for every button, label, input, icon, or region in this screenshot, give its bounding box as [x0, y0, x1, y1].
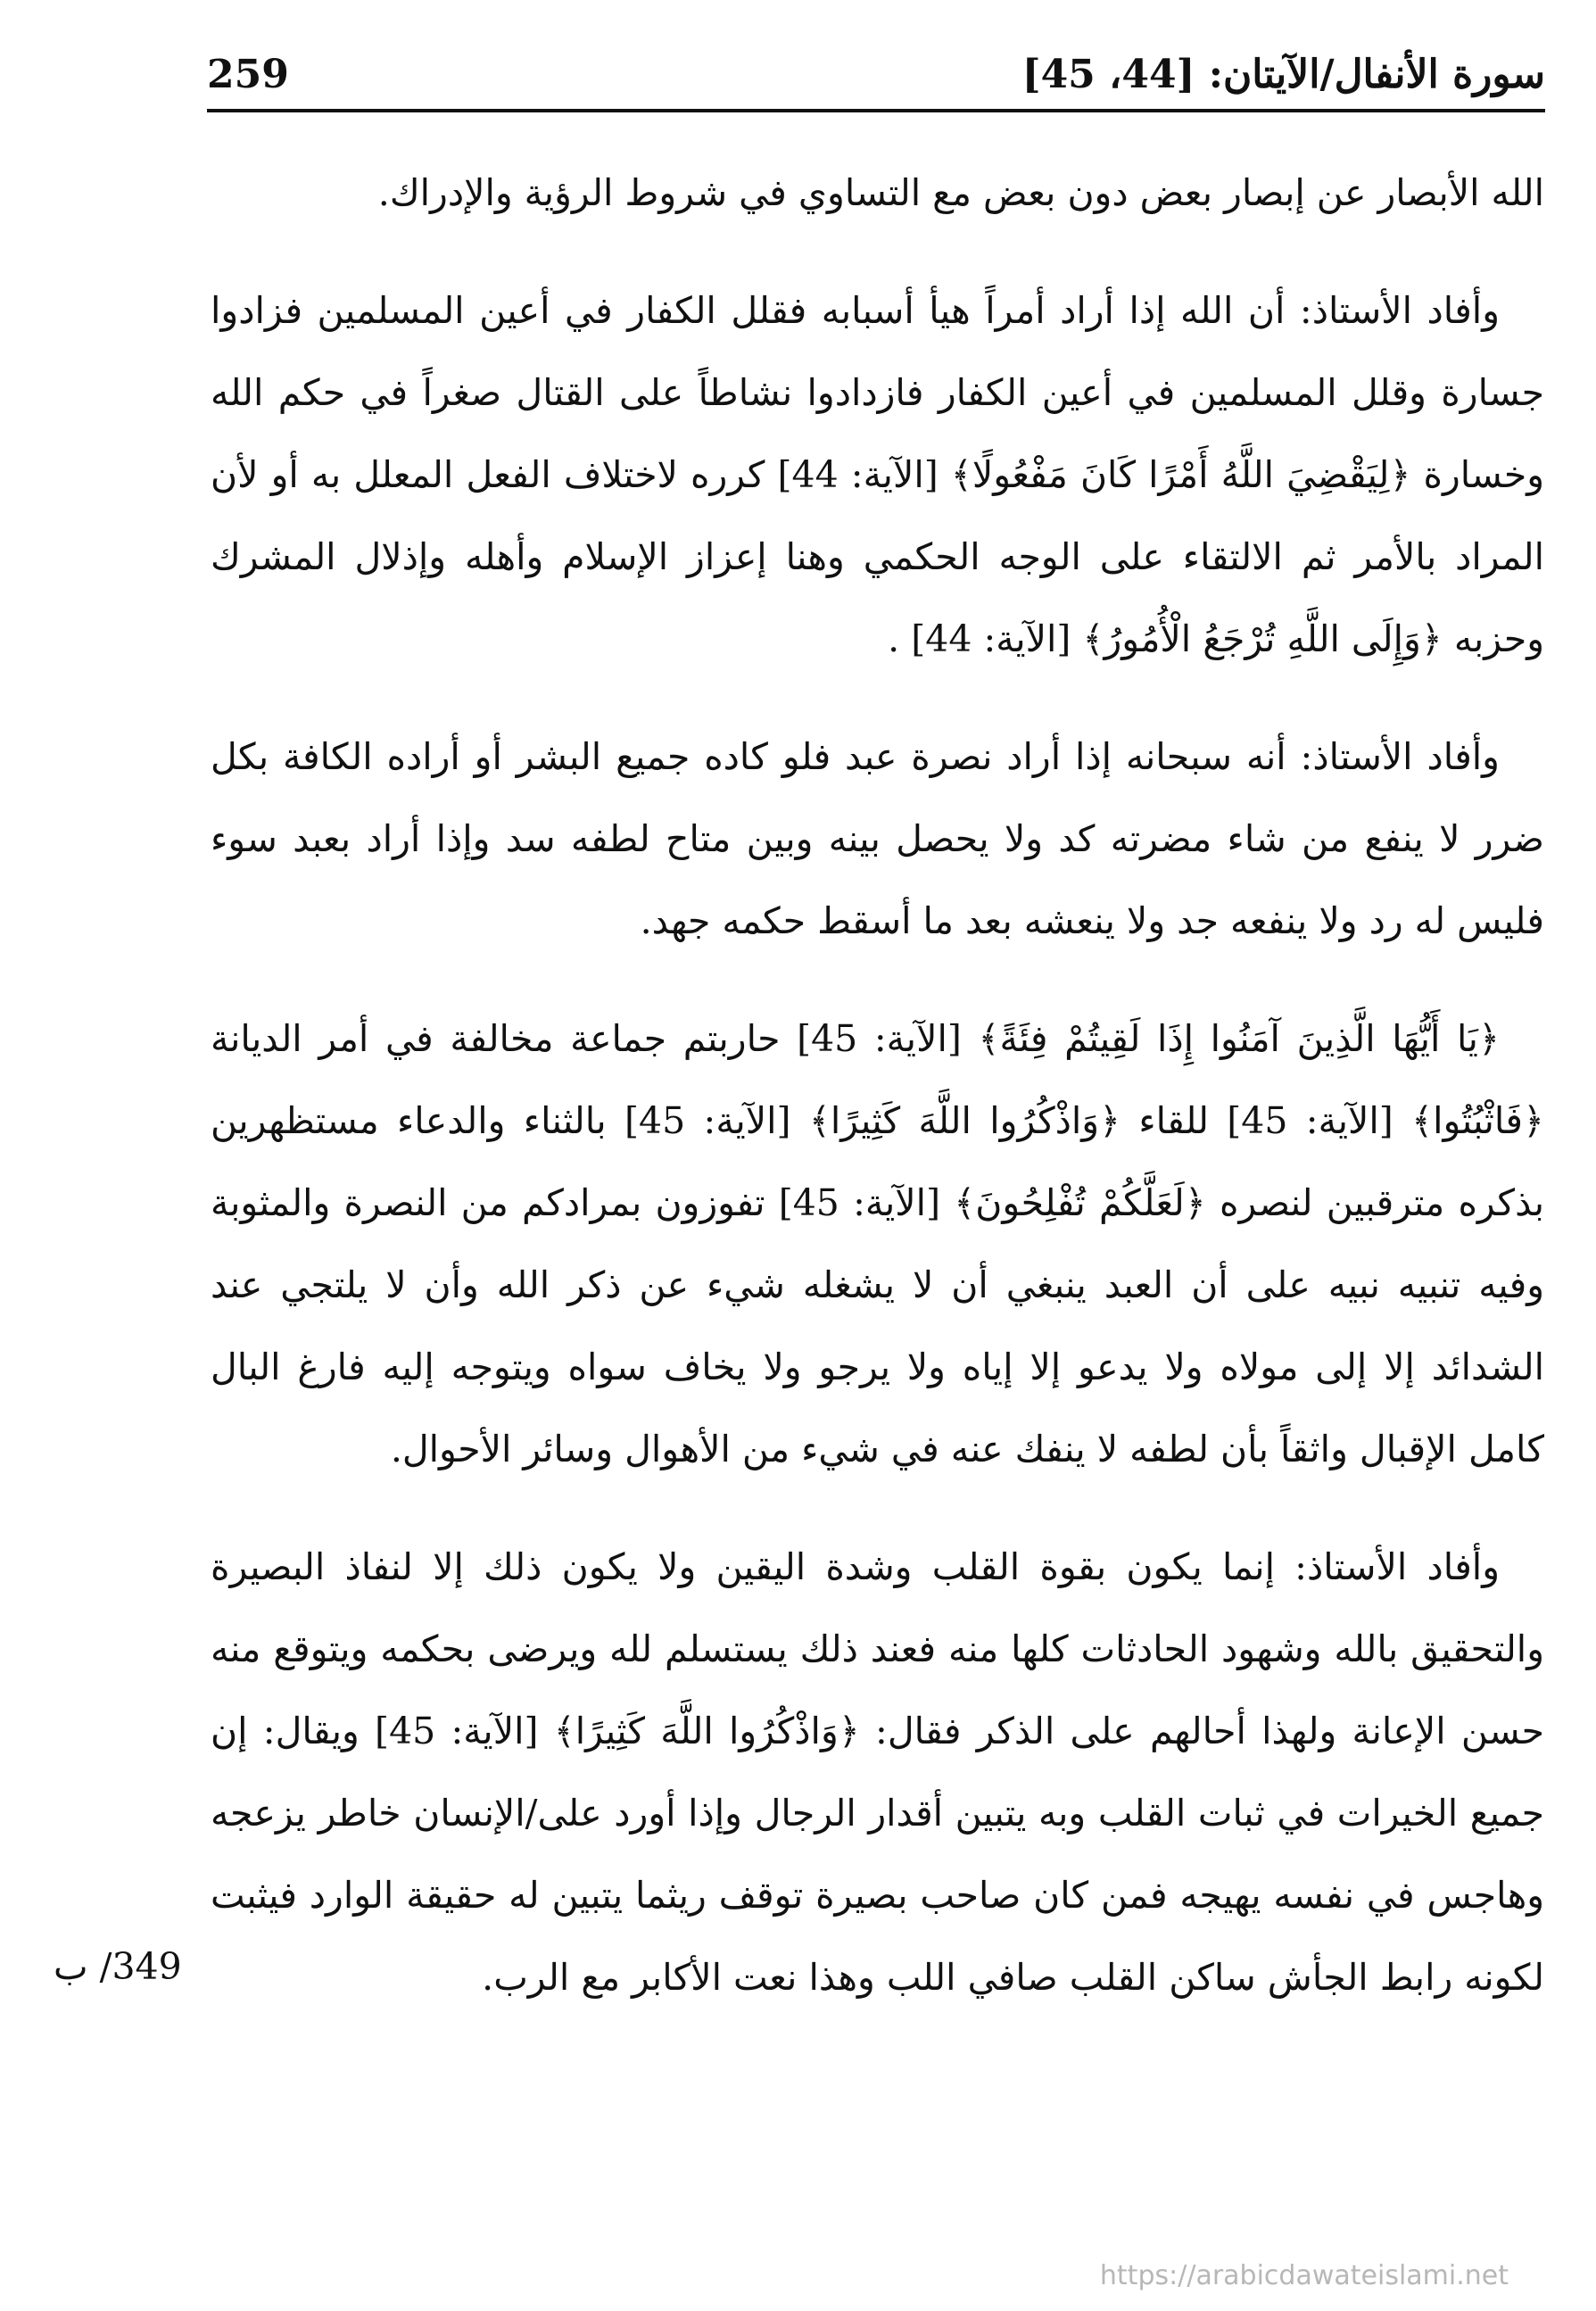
paragraph-2: وأفاد الأستاذ: أن الله إذا أراد أمراً هيأ أسبابه فقلل الكفار في أعين المسلمين فزادوا جسارة وقلل المسلمين في أعين الكفار فازدادوا نشاطاً على القتال صغراً في حكم الله وخسارة ﴿لِيَقْضِيَ اللَّهُ أَمْرًا كَانَ مَفْعُولًا﴾ [الآية: 44] كرره لاختلاف الفعل المعلل به أو لأن المراد بالأمر ثم الالتقاء على الوجه الحكمي وهنا إعزاز الإسلام وأهله وإذلال المشرك وحزبه ﴿وَإِلَى اللَّهِ تُرْجَعُ الْأُمُورُ﴾ [الآية: 44] . — [211, 289, 1545, 660]
paragraph-4: ﴿يَا أَيُّهَا الَّذِينَ آمَنُوا إِذَا لَقِيتُمْ فِئَةً﴾ [الآية: 45] حاربتم جماعة مخالفة في أمر الديانة ﴿فَاثْبُتُوا﴾ [الآية: 45] للقاء ﴿وَاذْكُرُوا اللَّهَ كَثِيرًا﴾ [الآية: 45] بالثناء والدعاء مستظهرين بذكره مترقبين لنصره ﴿لَعَلَّكُمْ تُفْلِحُونَ﴾ [الآية: 45] تفوزون بمرادكم من النصرة والمثوبة وفيه تنبيه نبيه على أن العبد ينبغي أن لا يشغله شيء عن ذكر الله وأن لا يلتجي عند الشدائد إلا إلى مولاه ولا يدعو إلا إياه ولا يرجو ولا يخاف سواه ويتوجه إليه فارغ البال كامل الإقبال واثقاً بأن لطفه لا ينفك عنه في شيء من الأهوال وسائر الأحوال. — [211, 1017, 1544, 1470]
paragraph-3: وأفاد الأستاذ: أنه سبحانه إذا أراد نصرة عبد فلو كاده جميع البشر أو أراده الكافة بكل ضرر لا ينفع من شاء مضرته كد ولا يحصل بينه وبين متاح لطفه سد وإذا أراد بعبد سوء فليس له رد ولا ينفعه جد ولا ينعشه بعد ما أسقط حكمه جهد. — [211, 735, 1544, 942]
body-text — [211, 152, 1544, 2054]
manuscript-folio-note: 349/ ب — [54, 1945, 182, 1988]
running-title: سورة الأنفال/الآيتان: [44، 45] — [1021, 52, 1545, 97]
paragraph-5: وأفاد الأستاذ: إنما يكون بقوة القلب وشدة اليقين ولا يكون ذلك إلا لنفاذ البصيرة والتحقيق بالله وشهود الحادثات كلها منه فعند ذلك يستسلم لله ويرضى بحكمه ويتوقع منه حسن الإعانة ولهذا أحالهم على الذكر فقال: ﴿وَاذْكُرُوا اللَّهَ كَثِيرًا﴾ [الآية: 45] ويقال: إن جميع الخيرات في ثبات القلب وبه يتبين أقدار الرجال وإذا أورد على/الإنسان خاطر يزعجه وهاجس في نفسه يهيجه فمن كان صاحب بصيرة توقف ريثما يتبين له حقيقة الوارد فيثبت لكونه رابط الجأش ساكن القلب صافي اللب وهذا نعت الأكابر مع الرب. — [211, 1545, 1545, 1999]
paragraph-1: الله الأبصار عن إبصار بعض دون بعض مع التساوي في شروط الرؤية والإدراك. — [377, 171, 1544, 214]
page-number: 259 — [207, 52, 289, 97]
page-header — [207, 46, 1545, 112]
watermark-url: https://arabicdawateislami.net — [1099, 2260, 1509, 2291]
